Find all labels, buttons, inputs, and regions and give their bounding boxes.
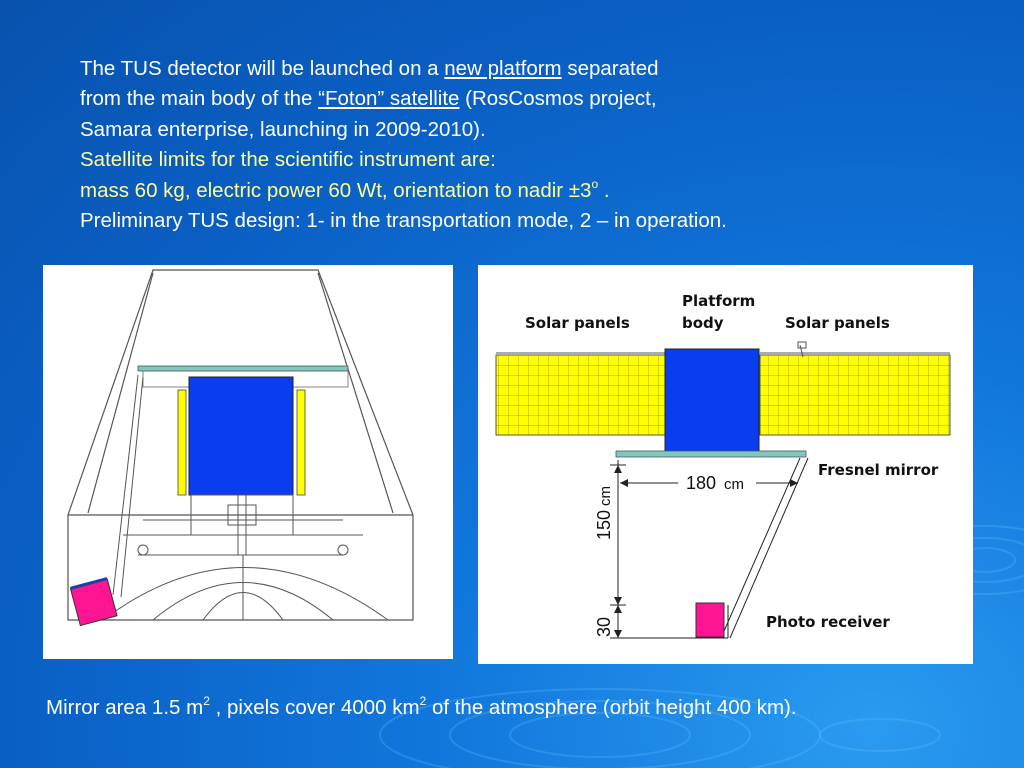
intro-line-6: Preliminary TUS design: 1- in the transportation mode, 2 – in operation.	[80, 209, 727, 233]
platform-label: Platform	[682, 292, 756, 310]
foton-satellite-link[interactable]: “Foton” satellite	[318, 87, 460, 111]
intro-line-1-text: The TUS detector will be launched on a	[80, 57, 445, 80]
platform-body	[665, 349, 759, 453]
solar-panels-left-label: Solar panels	[525, 314, 630, 332]
width-dimension-value: 180	[686, 473, 717, 493]
intro-line-2-end: (RosCosmos project,	[459, 87, 657, 111]
degree-superscript: o	[591, 176, 599, 191]
solar-panel-right	[760, 355, 950, 435]
photo-receiver-box	[696, 603, 724, 637]
intro-text	[80, 54, 980, 236]
intro-line-2-text: from the main body of the	[80, 87, 319, 111]
operation-mode-diagram	[478, 265, 973, 664]
transport-mode-drawing	[43, 265, 453, 659]
intro-line-2	[80, 84, 980, 114]
operation-mode-drawing	[478, 265, 973, 664]
body-label: body	[682, 314, 724, 332]
caption-part-1: Mirror area 1.5 m	[46, 696, 204, 719]
intro-line-1	[80, 54, 980, 84]
height-dimension-value: 150	[594, 509, 614, 540]
transport-mode-diagram	[43, 265, 453, 659]
fresnel-mirror-label: Fresnel mirror	[818, 461, 939, 479]
height-dimension-unit: cm	[597, 486, 614, 506]
caption-part-2: , pixels cover 4000 km	[209, 696, 420, 719]
intro-line-1-end: separated	[561, 57, 659, 80]
intro-line-3: Samara enterprise, launching in 2009-2010).	[80, 117, 486, 141]
photo-receiver-label: Photo receiver	[766, 613, 890, 631]
satellite-limits-heading: Satellite limits for the scientific instrument are:	[80, 148, 496, 172]
satellite-limits-values	[80, 176, 980, 206]
width-dimension-unit: cm	[724, 476, 744, 493]
new-platform-link[interactable]: new platform	[444, 57, 562, 80]
mirror-caption	[46, 696, 797, 720]
limits-end: .	[598, 178, 610, 202]
limits-text: mass 60 kg, electric power 60 Wt, orientation to nadir ±3	[80, 178, 592, 202]
caption-sup-1: 2	[203, 694, 210, 709]
caption-sup-2: 2	[419, 694, 427, 709]
solar-panel-left	[496, 355, 666, 435]
caption-part-3: of the atmosphere (orbit height 400 km).	[426, 696, 797, 719]
solar-panels-right-label: Solar panels	[785, 314, 890, 332]
fresnel-mirror	[616, 451, 806, 457]
receiver-dimension-value: 30	[594, 616, 614, 637]
